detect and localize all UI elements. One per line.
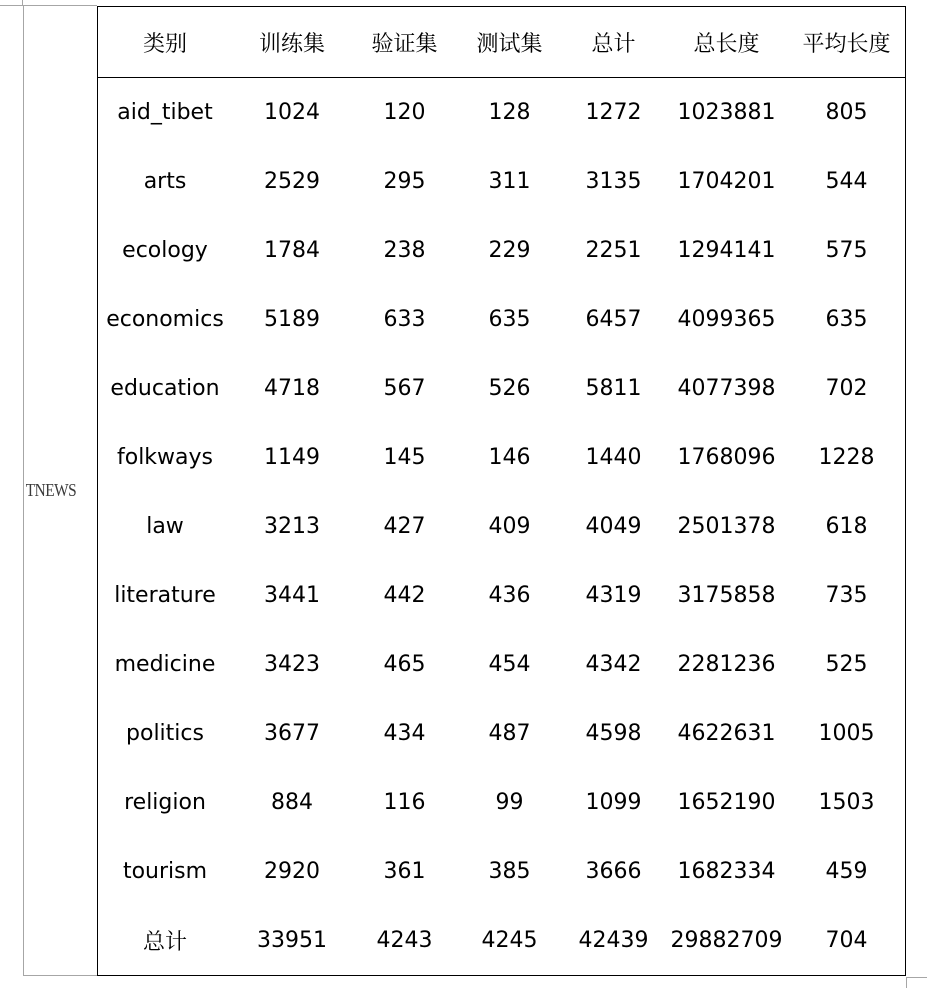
cell-total-length: 29882709 xyxy=(670,928,783,953)
table-row xyxy=(98,285,905,354)
table-header-row xyxy=(98,7,905,78)
cell-total: 4342 xyxy=(585,652,642,677)
table-row xyxy=(98,837,905,906)
cell-train: 4718 xyxy=(264,376,320,401)
cell-train: 3213 xyxy=(264,514,320,539)
cell-category: religion xyxy=(124,790,206,815)
header-validation: 验证集 xyxy=(371,31,438,57)
cell-total: 4319 xyxy=(585,583,642,608)
cell-test: 128 xyxy=(488,100,531,125)
table-row xyxy=(98,699,905,768)
cell-validation: 434 xyxy=(383,721,426,746)
header-average-length: 平均长度 xyxy=(802,31,891,57)
table-row xyxy=(98,630,905,699)
cell-total: 2251 xyxy=(585,238,642,263)
cell-test: 526 xyxy=(488,376,531,401)
cell-total-length: 4099365 xyxy=(677,307,776,332)
cell-validation: 120 xyxy=(383,100,426,125)
cell-test: 409 xyxy=(488,514,531,539)
cell-total: 4049 xyxy=(585,514,642,539)
cell-total-length: 2501378 xyxy=(677,514,776,539)
table-row xyxy=(98,216,905,285)
cell-test: 229 xyxy=(488,238,531,263)
cell-total-length: 1294141 xyxy=(677,238,776,263)
cell-validation: 427 xyxy=(383,514,426,539)
cell-average-length: 618 xyxy=(825,514,868,539)
cell-total: 4598 xyxy=(585,721,642,746)
cell-total-length: 2281236 xyxy=(677,652,776,677)
cell-average-length: 702 xyxy=(825,376,868,401)
cell-validation: 567 xyxy=(383,376,426,401)
header-category: 类别 xyxy=(142,31,187,57)
cell-average-length: 735 xyxy=(825,583,868,608)
cell-train: 1024 xyxy=(264,100,320,125)
cell-train: 884 xyxy=(271,790,313,815)
cell-total: 42439 xyxy=(578,928,649,953)
cell-test: 454 xyxy=(488,652,531,677)
page-corner-mark xyxy=(906,977,927,978)
cell-category: aid_tibet xyxy=(117,100,213,125)
cell-average-length: 1503 xyxy=(818,790,875,815)
cell-train: 5189 xyxy=(264,307,320,332)
cell-total-length: 1768096 xyxy=(677,445,776,470)
page-corner-mark xyxy=(906,977,907,988)
header-total: 总计 xyxy=(591,31,636,57)
cell-test: 146 xyxy=(488,445,531,470)
cell-average-length: 805 xyxy=(825,100,868,125)
table-row xyxy=(98,423,905,492)
cell-total-length: 1023881 xyxy=(677,100,776,125)
cell-test: 635 xyxy=(488,307,531,332)
cell-train: 2920 xyxy=(264,859,320,884)
cell-validation: 465 xyxy=(383,652,426,677)
cell-total: 3135 xyxy=(585,169,642,194)
cell-validation: 295 xyxy=(383,169,426,194)
cell-category: ecology xyxy=(122,238,208,263)
table-row xyxy=(98,78,905,147)
cell-category: law xyxy=(146,514,184,539)
cell-total: 1099 xyxy=(585,790,642,815)
cell-total-length: 4622631 xyxy=(677,721,776,746)
table-row xyxy=(98,147,905,216)
cell-test: 311 xyxy=(488,169,531,194)
cell-average-length: 575 xyxy=(825,238,868,263)
cell-train: 1784 xyxy=(264,238,320,263)
page-border-line xyxy=(23,975,97,976)
cell-test: 385 xyxy=(488,859,531,884)
cell-total-length: 3175858 xyxy=(677,583,776,608)
cell-average-length: 544 xyxy=(825,169,868,194)
cell-train: 3677 xyxy=(264,721,320,746)
cell-validation: 442 xyxy=(383,583,426,608)
cell-total: 5811 xyxy=(585,376,642,401)
cell-train: 3423 xyxy=(264,652,320,677)
table-row xyxy=(98,354,905,423)
cell-category: politics xyxy=(126,721,204,746)
cell-category: economics xyxy=(106,307,224,332)
cell-total-length: 4077398 xyxy=(677,376,776,401)
cell-average-length: 704 xyxy=(825,928,868,953)
cell-test: 487 xyxy=(488,721,531,746)
dataset-name-label: TNEWS xyxy=(25,480,77,500)
cell-total: 1440 xyxy=(585,445,642,470)
table-total-row xyxy=(98,906,905,975)
cell-average-length: 635 xyxy=(825,307,868,332)
cell-train: 2529 xyxy=(264,169,320,194)
cell-train: 3441 xyxy=(264,583,320,608)
header-total-length: 总长度 xyxy=(693,31,760,57)
table-row xyxy=(98,561,905,630)
cell-category: tourism xyxy=(122,859,208,884)
cell-validation: 361 xyxy=(383,859,426,884)
cell-total: 6457 xyxy=(585,307,642,332)
cell-train: 33951 xyxy=(257,928,327,953)
cell-category: arts xyxy=(143,169,187,194)
cell-test: 4245 xyxy=(481,928,538,953)
header-train: 训练集 xyxy=(258,31,325,57)
cell-category: 总计 xyxy=(142,930,187,955)
cell-average-length: 525 xyxy=(825,652,868,677)
cell-validation: 116 xyxy=(383,790,426,815)
cell-category: medicine xyxy=(114,652,216,677)
cell-total: 1272 xyxy=(585,100,642,125)
cell-category: literature xyxy=(114,583,216,608)
cell-total: 3666 xyxy=(585,859,642,884)
cell-validation: 238 xyxy=(383,238,426,263)
cell-total-length: 1682334 xyxy=(677,859,776,884)
cell-train: 1149 xyxy=(264,445,320,470)
cell-test: 99 xyxy=(495,790,524,815)
cell-total-length: 1704201 xyxy=(677,169,776,194)
header-test: 测试集 xyxy=(476,31,543,57)
table-row xyxy=(98,492,905,561)
cell-category: folkways xyxy=(116,445,213,470)
cell-average-length: 1228 xyxy=(818,445,875,470)
dataset-statistics-table xyxy=(97,6,906,976)
cell-test: 436 xyxy=(488,583,531,608)
cell-validation: 145 xyxy=(383,445,426,470)
cell-category: education xyxy=(110,376,220,401)
cell-average-length: 459 xyxy=(825,859,868,884)
cell-validation: 4243 xyxy=(376,928,433,953)
table-row xyxy=(98,768,905,837)
cell-validation: 633 xyxy=(383,307,426,332)
cell-average-length: 1005 xyxy=(818,721,875,746)
cell-total-length: 1652190 xyxy=(677,790,776,815)
